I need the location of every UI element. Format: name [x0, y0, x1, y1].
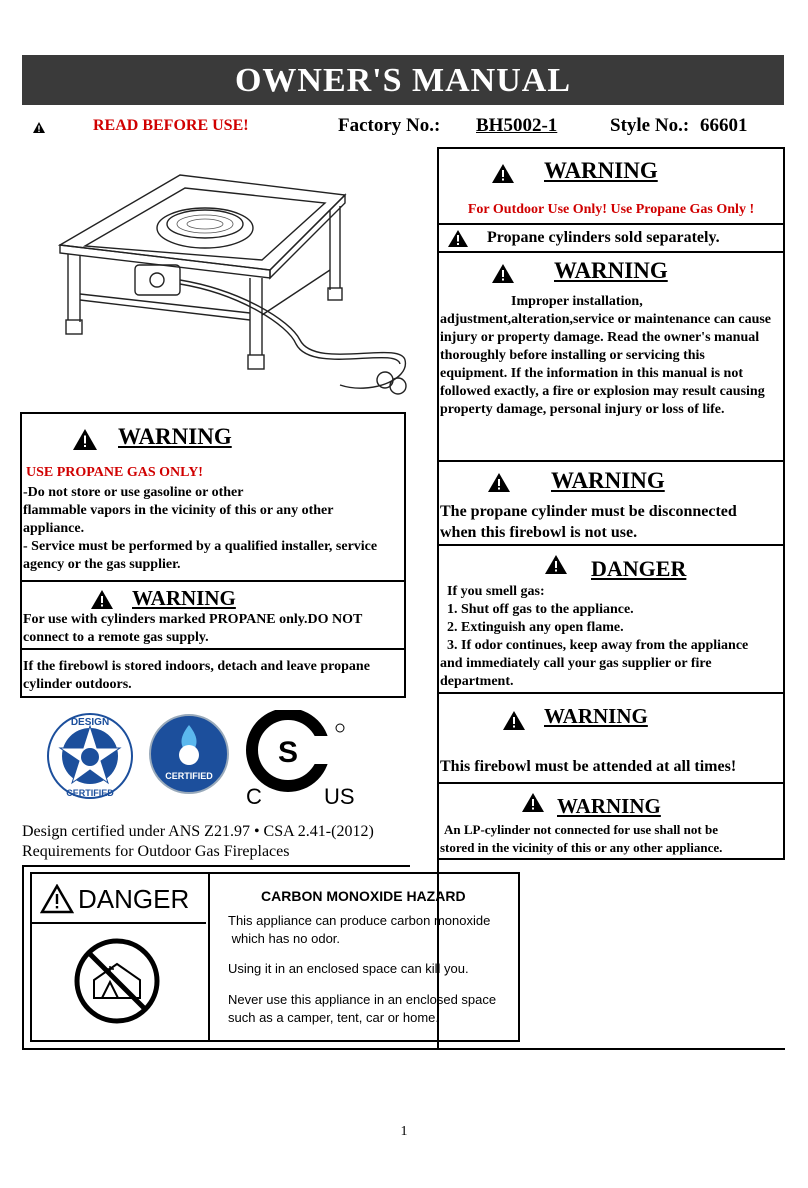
warning-triangle-icon: [32, 121, 46, 134]
disconnect-line: when this firebowl is not use.: [440, 524, 638, 541]
certification-line: Design certified under ANS Z21.97 • CSA 2.41-(2012): [22, 823, 374, 840]
warning-triangle-icon: [502, 710, 526, 731]
danger-line: 3. If odor continues, keep away from the appliance: [447, 638, 749, 653]
logo-us-text: US: [324, 784, 355, 806]
warning-triangle-icon: [90, 589, 114, 610]
co-danger-label: DANGER: [78, 884, 190, 914]
danger-line: 2. Extinguish any open flame.: [447, 620, 624, 635]
co-line: Using it in an enclosed space can kill you.: [228, 961, 469, 976]
disconnect-line: The propane cylinder must be disconnected: [440, 503, 737, 520]
co-line: This appliance can produce carbon monoxide: [228, 913, 491, 928]
warning-heading: WARNING: [544, 158, 658, 183]
warning-triangle-icon: [491, 263, 515, 284]
certified-flame-logo: [148, 713, 230, 795]
page-number: 1: [400, 1124, 408, 1139]
installation-line: Improper installation,: [511, 294, 643, 309]
warning-outdoor-box: [437, 147, 785, 225]
style-label: Style No.:: [610, 115, 690, 136]
warning-heading: WARNING: [557, 794, 661, 818]
warning-heading: WARNING: [554, 258, 668, 283]
divider: [22, 865, 410, 867]
danger-heading: DANGER: [591, 556, 687, 581]
co-line: Never use this appliance in an enclosed space: [228, 992, 497, 1007]
installation-line: injury or property damage. Read the owner's manual: [440, 330, 760, 345]
cylinders-sold-box: [437, 223, 785, 253]
column-divider: [437, 1048, 785, 1050]
propane-only-line: appliance.: [23, 521, 85, 536]
cylinders-sold-text: Propane cylinders sold separately.: [487, 229, 720, 246]
danger-triangle-icon: [40, 884, 74, 914]
no-enclosed-space-icon: [72, 936, 162, 1026]
warning-triangle-icon: [447, 229, 469, 248]
certification-line: Requirements for Outdoor Gas Fireplaces: [22, 843, 290, 860]
lp-storage-line: An LP-cylinder not connected for use shall not be: [444, 822, 718, 837]
installation-line: equipment. If the information in this manual is not: [440, 366, 743, 381]
warning-heading: WARNING: [551, 468, 665, 493]
csa-c-us-logo: [240, 710, 368, 806]
lp-storage-line: stored in the vicinity of this or any other appliance.: [440, 840, 723, 855]
warning-lp-storage-box: [437, 782, 785, 860]
logo-c-text: C: [246, 784, 262, 806]
installation-line: adjustment,alteration,service or maintenance can cause: [440, 312, 772, 327]
propane-only-line: agency or the gas supplier.: [23, 557, 181, 572]
logo-design-text: DESIGN: [70, 717, 110, 728]
warning-installation-box: [437, 251, 785, 462]
warning-attend-box: [437, 692, 785, 784]
column-divider: [22, 1048, 438, 1050]
read-before-use: READ BEFORE USE!: [93, 117, 249, 134]
warning-triangle-icon: [72, 428, 98, 451]
danger-line: If you smell gas:: [447, 584, 545, 599]
warning-disconnect-box: [437, 460, 785, 546]
co-hazard-title: CARBON MONOXIDE HAZARD: [261, 888, 466, 904]
warning-triangle-icon: [544, 554, 568, 575]
propane-only-text: USE PROPANE GAS ONLY!: [26, 465, 203, 480]
warning-triangle-icon: [487, 472, 511, 493]
warning-propane-only-box: [20, 412, 406, 582]
warning-heading: WARNING: [544, 704, 648, 728]
attend-text: This firebowl must be attended at all times!: [440, 758, 737, 775]
outdoor-use-text: For Outdoor Use Only! Use Propane Gas Only !: [467, 202, 755, 217]
installation-line: followed exactly, a fire or explosion may result causing: [440, 384, 765, 399]
warning-heading: WARNING: [118, 424, 232, 449]
propane-only-line: -Do not store or use gasoline or other: [23, 485, 244, 500]
stored-indoors-box: [20, 648, 406, 698]
factory-label: Factory No.:: [338, 115, 441, 136]
installation-line: thoroughly before installing or servicing this: [440, 348, 705, 363]
manual-title: OWNER'S MANUAL: [22, 55, 784, 105]
propane-only-line: - Service must be performed by a qualified installer, service: [23, 539, 378, 554]
stored-indoors-line: If the firebowl is stored indoors, detach and leave propane: [23, 659, 370, 674]
logo-certified-text: CERTIFIED: [165, 771, 213, 781]
column-divider: [22, 867, 24, 1050]
design-certified-logo: [46, 712, 134, 800]
warning-cylinders-box: [20, 580, 406, 650]
installation-line: property damage, personal injury or loss of life.: [440, 402, 725, 417]
factory-number: BH5002-1: [476, 115, 558, 136]
co-line: such as a camper, tent, car or home.: [228, 1010, 439, 1025]
danger-line: department.: [440, 674, 514, 689]
firebowl-illustration: [40, 170, 420, 410]
cylinders-line: For use with cylinders marked PROPANE only.DO NOT: [23, 612, 363, 627]
warning-heading: WARNING: [132, 586, 236, 610]
style-number: 66601: [700, 115, 748, 136]
warning-triangle-icon: [491, 163, 515, 184]
co-line: which has no odor.: [228, 931, 341, 946]
co-hazard-panel: [30, 872, 520, 1042]
logo-certified-text: CERTIFIED: [66, 788, 114, 798]
cylinders-line: connect to a remote gas supply.: [23, 630, 209, 645]
stored-indoors-line: cylinder outdoors.: [23, 677, 132, 692]
svg-text:S: S: [277, 736, 299, 769]
danger-line: 1. Shut off gas to the appliance.: [447, 602, 634, 617]
warning-triangle-icon: [521, 792, 545, 813]
propane-only-line: flammable vapors in the vicinity of this or any other: [23, 503, 334, 518]
danger-gas-box: [437, 544, 785, 694]
danger-line: and immediately call your gas supplier or fire: [440, 656, 712, 671]
